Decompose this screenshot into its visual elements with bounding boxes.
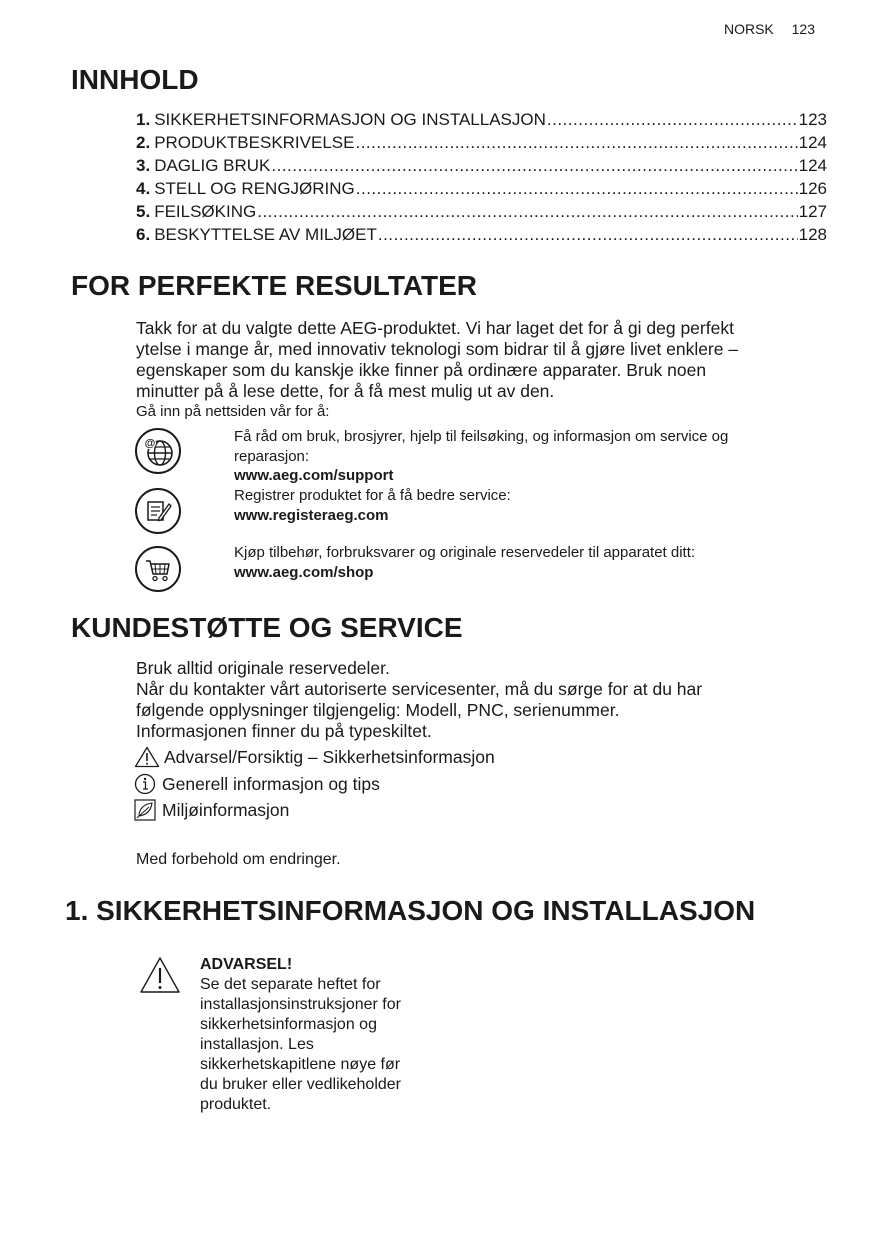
toc-entry-title: SIKKERHETSINFORMASJON OG INSTALLASJON bbox=[154, 110, 546, 129]
toc-leader-dots bbox=[355, 133, 797, 153]
customer-care-paragraph bbox=[136, 658, 796, 742]
toc-entry[interactable] bbox=[136, 225, 827, 248]
info-icon bbox=[134, 773, 158, 795]
perfect-results-heading: FOR PERFEKTE RESULTATER bbox=[71, 270, 477, 301]
toc-entry-number: 2. bbox=[136, 133, 151, 152]
toc-leader-dots bbox=[257, 202, 797, 222]
register-icon[interactable] bbox=[135, 488, 181, 534]
warning-line: installasjonsinstruksjoner for bbox=[200, 996, 401, 1013]
legend-warning bbox=[134, 746, 495, 768]
legend-label: Advarsel/Forsiktig – Sikkerhetsinformasjon bbox=[164, 746, 495, 767]
toc-entry-title: DAGLIG BRUK bbox=[154, 156, 271, 175]
toc-entry-page: 127 bbox=[798, 202, 827, 221]
register-link[interactable]: www.registeraeg.com bbox=[234, 506, 389, 524]
warning-triangle-icon bbox=[134, 746, 160, 768]
toc-entry-number: 5. bbox=[136, 202, 151, 221]
svg-text:@: @ bbox=[144, 437, 156, 450]
toc-entry-number: 4. bbox=[136, 179, 151, 198]
page-number: 123 bbox=[791, 21, 815, 37]
toc-entry[interactable] bbox=[136, 133, 827, 156]
intro-paragraph bbox=[136, 318, 796, 402]
legend-label: Miljøinformasjon bbox=[162, 799, 290, 820]
toc-entry-page: 126 bbox=[798, 179, 827, 198]
customer-care-heading: KUNDESTØTTE OG SERVICE bbox=[71, 612, 463, 643]
toc-entry-number: 1. bbox=[136, 110, 151, 129]
intro-line: minutter på å lese dette, for å få mest mulig ut av den. bbox=[136, 381, 555, 401]
service-support bbox=[234, 427, 804, 486]
intro-line: ytelse i mange år, med innovativ teknologi som bidrar til å gjøre livet enklere – bbox=[136, 339, 739, 359]
toc-entry-page: 124 bbox=[798, 156, 827, 175]
language-label: NORSK bbox=[723, 21, 774, 37]
customer-care-line: følgende opplysninger tilgjengelig: Modell, PNC, serienummer. bbox=[136, 700, 620, 720]
toc-leader-dots bbox=[378, 225, 798, 245]
toc-entry[interactable] bbox=[136, 202, 827, 225]
shopping-cart-icon[interactable] bbox=[135, 546, 181, 592]
customer-care-line: Bruk alltid originale reservedeler. bbox=[136, 658, 390, 678]
service-text: Få råd om bruk, brosjyrer, hjelp til feilsøking, og informasjon om service og bbox=[234, 428, 729, 445]
customer-care-line: Når du kontakter vårt autoriserte servicesenter, må du sørge for at du har bbox=[136, 679, 703, 699]
safety-heading: 1. SIKKERHETSINFORMASJON OG INSTALLASJON bbox=[65, 895, 756, 926]
warning-line: sikkerhetskapitlene nøye før bbox=[200, 1056, 401, 1073]
warning-line: du bruker eller vedlikeholder bbox=[200, 1076, 401, 1093]
toc-entry-title: FEILSØKING bbox=[154, 202, 257, 221]
service-text: Registrer produktet for å få bedre service: bbox=[234, 487, 511, 504]
toc-entry-number: 6. bbox=[136, 225, 151, 244]
contents-heading: INNHOLD bbox=[71, 64, 199, 95]
toc-entry-page: 124 bbox=[798, 133, 827, 152]
toc-entry[interactable] bbox=[136, 110, 827, 133]
intro-line: egenskaper som du kanskje ikke finner på ordinære apparater. Bruk noen bbox=[136, 360, 707, 380]
toc-entry-page: 123 bbox=[798, 110, 827, 129]
toc-entry-title: PRODUKTBESKRIVELSE bbox=[154, 133, 355, 152]
support-link[interactable]: www.aeg.com/support bbox=[234, 467, 394, 484]
warning-line: installasjon. Les bbox=[200, 1036, 314, 1053]
service-text: reparasjon: bbox=[234, 447, 310, 465]
disclaimer: Med forbehold om endringer. bbox=[136, 851, 341, 868]
shop-link[interactable]: www.aeg.com/shop bbox=[234, 563, 374, 581]
toc-entry-title: BESKYTTELSE AV MILJØET bbox=[154, 225, 377, 244]
legend-environment bbox=[134, 799, 289, 821]
customer-care-line: Informasjonen finner du på typeskiltet. bbox=[136, 721, 432, 741]
toc-leader-dots bbox=[547, 110, 798, 130]
website-prompt: Gå inn på nettsiden vår for å: bbox=[136, 403, 330, 420]
toc-entry[interactable] bbox=[136, 179, 827, 202]
warning-line: Se det separate heftet for bbox=[200, 976, 381, 993]
intro-line: Takk for at du valgte dette AEG-produktet. Vi har laget det for å gi deg perfekt bbox=[136, 318, 734, 338]
warning-box bbox=[200, 955, 440, 1115]
table-of-contents bbox=[136, 110, 827, 248]
service-text: Kjøp tilbehør, forbruksvarer og originale reservedeler til apparatet ditt: bbox=[234, 544, 696, 561]
warning-triangle-icon bbox=[139, 956, 181, 994]
warning-line: sikkerhetsinformasjon og bbox=[200, 1016, 377, 1033]
service-register bbox=[234, 486, 804, 525]
legend-label: Generell informasjon og tips bbox=[162, 773, 380, 794]
service-shop bbox=[234, 543, 804, 582]
toc-entry-page: 128 bbox=[798, 225, 827, 244]
toc-entry-title: STELL OG RENGJØRING bbox=[154, 179, 355, 198]
toc-leader-dots bbox=[356, 179, 798, 199]
legend-info bbox=[134, 773, 380, 795]
warning-line: produktet. bbox=[200, 1096, 272, 1113]
toc-entry[interactable] bbox=[136, 156, 827, 179]
page-header bbox=[724, 21, 815, 37]
leaf-icon bbox=[134, 799, 158, 821]
toc-leader-dots bbox=[271, 156, 797, 176]
toc-entry-number: 3. bbox=[136, 156, 151, 175]
globe-at-icon[interactable] bbox=[135, 428, 181, 474]
warning-title: ADVARSEL! bbox=[200, 956, 293, 973]
